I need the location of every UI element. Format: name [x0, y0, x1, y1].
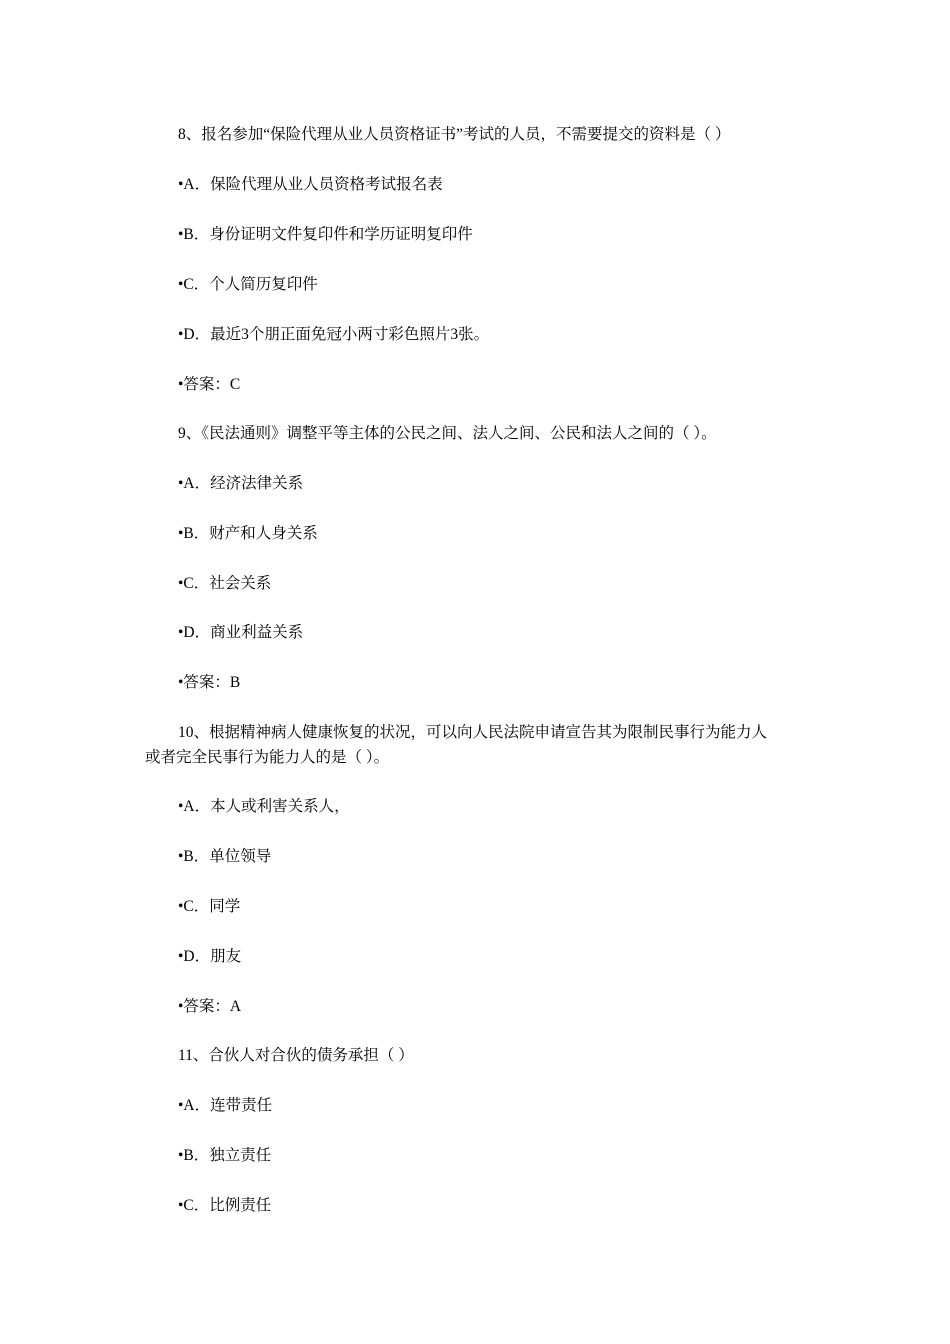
question-11-option-b: •B．独立责任 [178, 1147, 272, 1164]
question-8-stem: 8、报名参加“保险代理从业人员资格证书”考试的人员，不需要提交的资料是（ ） [178, 126, 731, 143]
question-8-option-b: •B．身份证明文件复印件和学历证明复印件 [178, 226, 473, 243]
question-8-option-a: •A．保险代理从业人员资格考试报名表 [178, 176, 443, 193]
question-9-option-d: •D．商业利益关系 [178, 624, 304, 641]
question-8-option-c: •C．个人简历复印件 [178, 276, 318, 293]
question-10-option-c: •C．同学 [178, 898, 241, 915]
question-9-stem: 9、《民法通则》调整平等主体的公民之间、法人之间、公民和法人之间的（ ）。 [178, 425, 717, 442]
question-10-answer: •答案：A [178, 998, 242, 1015]
question-11-option-a: •A．连带责任 [178, 1097, 273, 1114]
question-10-option-d: •D．朋友 [178, 948, 242, 965]
question-9-option-b: •B．财产和人身关系 [178, 525, 318, 542]
question-9-answer: •答案：B [178, 674, 241, 691]
question-11-stem: 11、合伙人对合伙的债务承担（ ） [178, 1047, 414, 1064]
question-11-option-c: •C．比例责任 [178, 1197, 272, 1214]
question-10-option-b: •B．单位领导 [178, 848, 272, 865]
question-8-answer: •答案：C [178, 376, 241, 393]
question-8-option-d: •D．最近3个朋正面免冠小两寸彩色照片3张。 [178, 326, 490, 343]
question-9-option-a: •A．经济法律关系 [178, 475, 304, 492]
question-10-stem-line-2: 或者完全民事行为能力人的是（ ）。 [145, 749, 390, 766]
question-9-option-c: •C．社会关系 [178, 575, 272, 592]
question-10-stem-line-1: 10、根据精神病人健康恢复的状况，可以向人民法院申请宣告其为限制民事行为能力人 [178, 724, 768, 741]
question-10-option-a: •A．本人或利害关系人， [178, 798, 350, 815]
